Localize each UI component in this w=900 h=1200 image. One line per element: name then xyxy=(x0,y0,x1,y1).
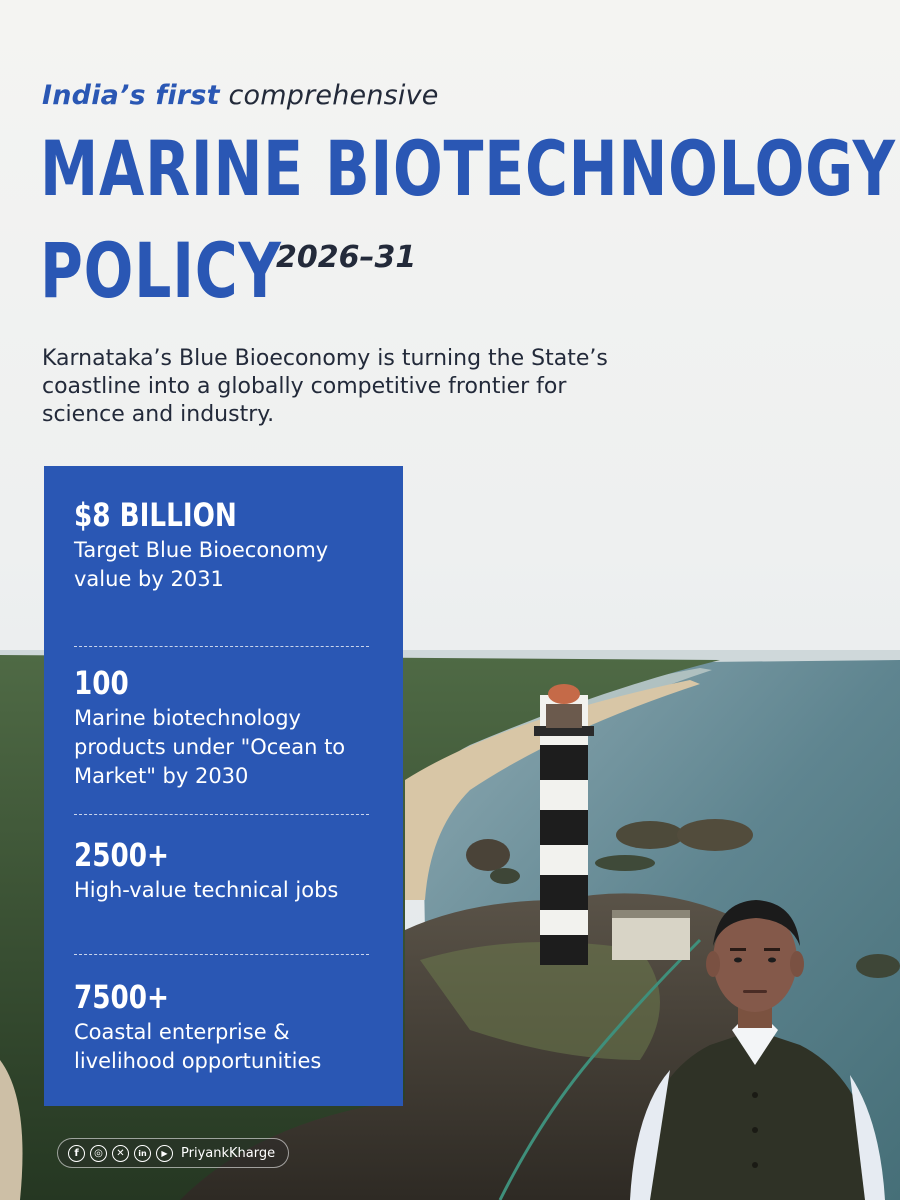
linkedin-icon[interactable]: in xyxy=(134,1145,151,1162)
stat-description: Marine biotechnology products under "Ocean to Market" by 2030 xyxy=(74,706,346,788)
stat-item xyxy=(74,664,384,791)
stat-item xyxy=(74,978,384,1076)
policy-years: 2026–31 xyxy=(276,240,417,275)
stat-value: 100 xyxy=(74,664,129,702)
stat-divider xyxy=(74,814,369,815)
facebook-icon[interactable]: f xyxy=(68,1145,85,1162)
eyebrow-rest: comprehensive xyxy=(228,80,439,111)
intro-paragraph: Karnataka’s Blue Bioeconomy is turning the State’s coastline into a globally competitive frontier for science and industry. xyxy=(42,346,608,427)
eyebrow-text xyxy=(42,80,439,111)
stat-description: Coastal enterprise & livelihood opportunities xyxy=(74,1020,322,1073)
stat-value: 7500+ xyxy=(74,978,170,1016)
stat-divider xyxy=(74,646,369,647)
stat-divider xyxy=(74,954,369,955)
title-line-1: MARINE BIOTECHNOLOGY xyxy=(40,124,896,213)
x-icon[interactable]: ✕ xyxy=(112,1145,129,1162)
speaker-portrait xyxy=(610,880,900,1200)
stats-panel xyxy=(44,466,403,1106)
stat-value: $8 BILLION xyxy=(74,496,237,534)
social-handle-strip[interactable] xyxy=(57,1138,289,1168)
social-handle[interactable]: PriyankKharge xyxy=(181,1145,276,1161)
stat-item xyxy=(74,836,384,905)
youtube-icon[interactable]: ▶ xyxy=(156,1145,173,1162)
stat-value: 2500+ xyxy=(74,836,170,874)
title-line-2: POLICY xyxy=(40,226,282,315)
lighthouse-illustration xyxy=(534,684,594,965)
stat-item xyxy=(74,496,384,594)
instagram-icon[interactable]: ◎ xyxy=(90,1145,107,1162)
stat-description: Target Blue Bioeconomy value by 2031 xyxy=(74,538,329,591)
eyebrow-highlight: India’s first xyxy=(42,80,220,111)
stat-description: High-value technical jobs xyxy=(74,878,339,902)
